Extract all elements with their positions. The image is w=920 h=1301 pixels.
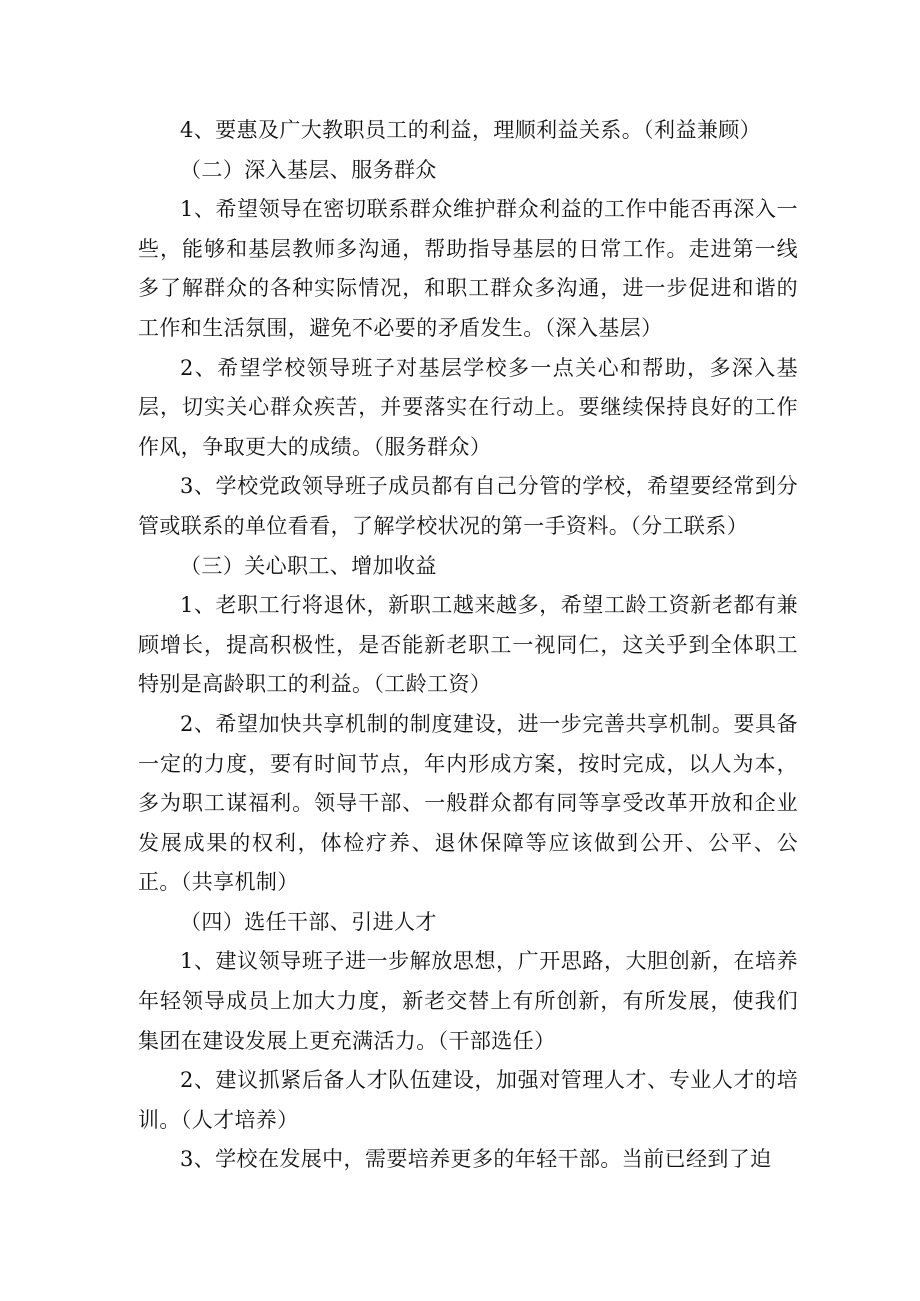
paragraph-item-4-interests: 4、要惠及广大教职员工的利益，理顺利益关系。（利益兼顾）: [180, 118, 762, 142]
paragraph-staff-1: 1、老职工行将退休，新职工越来越多，希望工龄工资新老都有兼顾增长，提高积极性，是否能新老职工一视同仁，这关乎到全体职工特别是高龄职工的利益。（工龄工资）: [138, 593, 798, 697]
document-body: [138, 111, 798, 1180]
paragraph-talent-1: 1、建议领导班子进一步解放思想，广开思路，大胆创新，在培养年轻领导成员上加大力度，新老交替上有所创新，有所发展，使我们集团在建设发展上更充满活力。（干部选任）: [138, 949, 798, 1053]
paragraph-talent-3: 3、学校在发展中，需要培养更多的年轻干部。当前已经到了迫: [180, 1147, 772, 1172]
paragraph-talent-2: 2、建议抓紧后备人才队伍建设，加强对管理人才、专业人才的培训。（人才培养）: [138, 1068, 798, 1132]
section-heading-3: （三）关心职工、增加收益: [180, 553, 437, 578]
section-heading-4: （四）选任干部、引进人才: [180, 909, 437, 934]
paragraph-grassroots-2: 2、希望学校领导班子对基层学校多一点关心和帮助，多深入基层，切实关心群众疾苦，并要落实在行动上。要继续保持良好的工作作风，争取更大的成绩。（服务群众）: [138, 355, 798, 459]
paragraph-grassroots-1: 1、希望领导在密切联系群众维护群众利益的工作中能否再深入一些，能够和基层教师多沟通，帮助指导基层的日常工作。走进第一线多了解群众的各种实际情况，和职工群众多沟通，进一步促进和谐的工作和生活氛围，避免不必要的矛盾发生。（深入基层）: [138, 197, 798, 340]
paragraph-grassroots-3: 3、学校党政领导班子成员都有自己分管的学校，希望要经常到分管或联系的单位看看，了解学校状况的第一手资料。（分工联系）: [138, 474, 798, 538]
paragraph-staff-2: 2、希望加快共享机制的制度建设，进一步完善共享机制。要具备一定的力度，要有时间节点，年内形成方案，按时完成，以人为本，多为职工谋福利。领导干部、一般群众都有同等享受改革开放和企业发展成果的权利，体检疗养、退休保障等应该做到公开、公平、公正。（共享机制）: [138, 711, 798, 895]
section-heading-2: （二）深入基层、服务群众: [180, 157, 437, 182]
